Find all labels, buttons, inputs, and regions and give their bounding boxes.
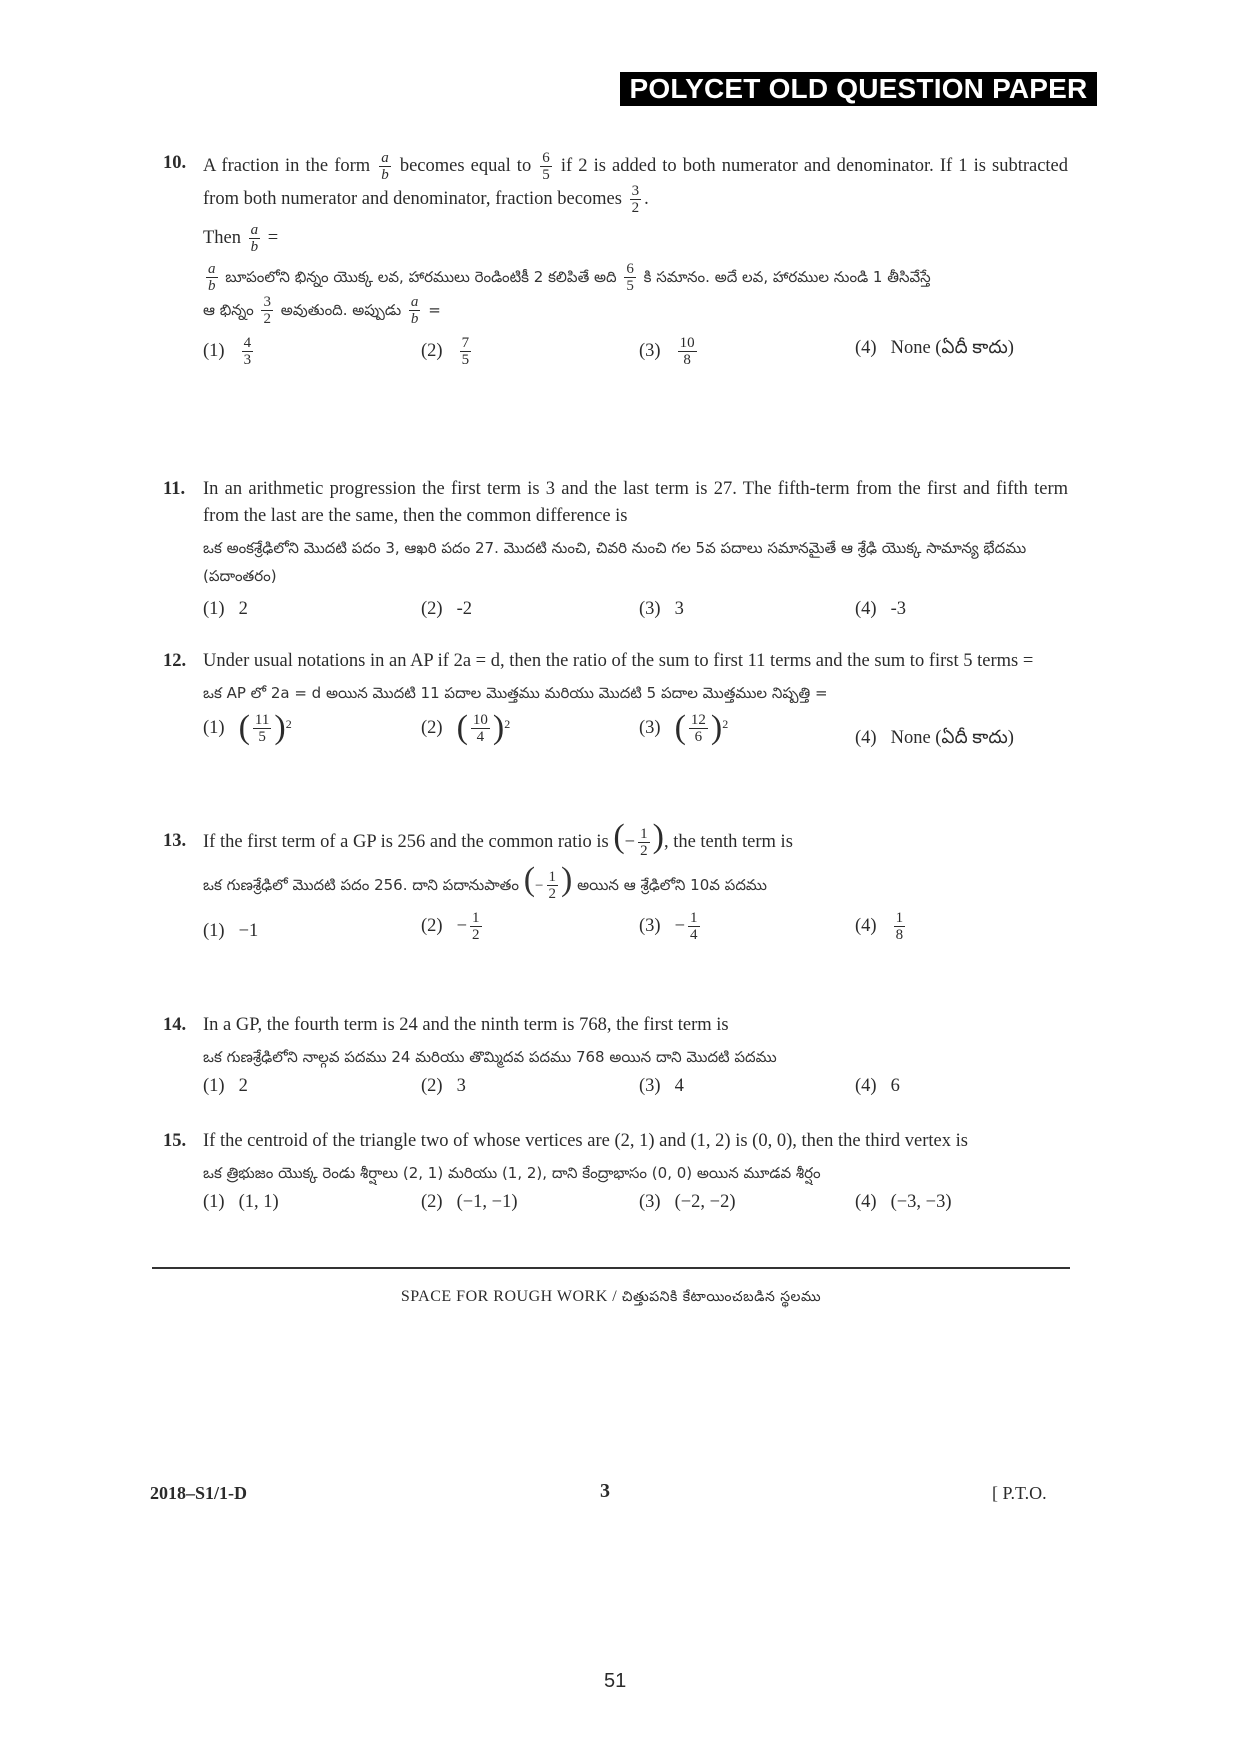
option-4: (4) (−3, −3)	[855, 1192, 952, 1212]
options	[203, 1073, 1068, 1103]
question-text-te: $\frac{a}{b}$ బూపంలోని భిన్నం యొక్క లవ, హారములు రెండింటికీ 2 కలిపితే అది $\frac{6}{5}$ కి సమానం. అదే లవ, హారముల నుండి 1 తీసివేస్తే ఆ భిన్నం $\frac{3}{2}$ అవుతుంది. అప్పుడు $\frac{a}{b}$ =	[203, 261, 931, 327]
option-1: (1) ( $\frac{11}{5}$ ) 2	[203, 709, 292, 746]
options	[203, 1189, 1068, 1219]
question-number: 10.	[163, 153, 187, 173]
question-15	[163, 1128, 1068, 1219]
option-3: (3) (−2, −2)	[639, 1192, 736, 1212]
question-10	[163, 150, 1068, 379]
paper-code: 2018–S1/1-D	[150, 1483, 248, 1503]
option-4: (4) None (ఏదీ కాదు)	[855, 338, 1014, 358]
option-3: (3) − $\frac{1}{4}$	[639, 910, 698, 944]
question-number: 12.	[163, 651, 187, 671]
option-1: (1) $\frac{4}{3}$	[203, 335, 252, 368]
question-text-en: If the first term of a GP is 256 and the common ratio is (− $\frac{1}{2}$ ), the tenth term is	[203, 818, 793, 860]
option-3: (3) 3	[639, 599, 684, 619]
question-text-te: ఒక అంకశ్రేఢిలోని మొదటి పదం 3, ఆఖరి పదం 27. మొదటి నుంచి, చివరి నుంచి గల 5వ పదాలు సమానమైతే ఆ శ్రేఢి యొక్క సామాన్య భేదము (పదాంతరం)	[203, 539, 1027, 585]
option-1: (1) 2	[203, 599, 248, 619]
question-text-te: ఒక గుణశ్రేఢిలో మొదటి పదం 256. దాని పదానుపాతం (− $\frac{1}{2}$ ) అయిన ఆ శ్రేఢిలోని 10వ పదము	[203, 861, 767, 903]
options	[203, 910, 1068, 954]
pto-label: [ P.T.O.	[992, 1483, 1047, 1503]
question-text-en: In a GP, the fourth term is 24 and the ninth term is 768, the first term is	[203, 1015, 729, 1035]
question-text-te: ఒక AP లో 2a = d అయిన మొదటి 11 పదాల మొత్తము మరియు మొదటి 5 పదాల మొత్తముల నిష్పత్తి =	[203, 684, 828, 702]
option-4: (4) 6	[855, 1076, 900, 1096]
question-14	[163, 1012, 1068, 1103]
option-3: (3) 4	[639, 1076, 684, 1096]
option-2: (2) -2	[421, 599, 472, 619]
option-2: (2) 3	[421, 1076, 466, 1096]
question-number: 15.	[163, 1131, 187, 1151]
divider-line	[152, 1267, 1070, 1269]
question-12	[163, 648, 1068, 765]
option-3: (3) $\frac{10}{8}$	[639, 335, 695, 368]
options	[203, 335, 1068, 379]
option-3: (3) ( $\frac{12}{6}$ ) 2	[639, 709, 729, 746]
option-4: (4) None (ఏదీ కాదు)	[855, 728, 1014, 748]
document-page-number: 51	[604, 1670, 627, 1692]
options	[203, 596, 1068, 626]
paper-title-banner: POLYCET OLD QUESTION PAPER	[620, 72, 1097, 106]
option-2: (2) ( $\frac{10}{4}$ ) 2	[421, 709, 511, 746]
question-text-en: A fraction in the form $\frac{a}{b}$ becomes equal to $\frac{6}{5}$ if 2 is added to both numerator and denominator. If 1 is subtracted from both numerator and denominator, fraction becomes $\frac{3}{2}$ .	[203, 150, 1069, 216]
option-1: (1) −1	[203, 921, 259, 942]
option-4: (4) $\frac{1}{8}$	[855, 910, 904, 944]
fraction: $\frac{6}{5}$	[542, 150, 550, 183]
option-4: (4) -3	[855, 599, 906, 619]
option-2: (2) (−1, −1)	[421, 1192, 518, 1212]
question-text-te: ఒక గుణశ్రేఢిలోని నాల్గవ పదము 24 మరియు తొమ్మిదవ పదము 768 అయిన దాని మొదటి పదము	[203, 1048, 777, 1066]
question-text-en: If the centroid of the triangle two of whose vertices are (2, 1) and (1, 2) is (0, 0), then the third vertex is	[203, 1131, 968, 1151]
question-text-en: In an arithmetic progression the first term is 3 and the last term is 27. The fifth-term from the first and fifth term from the last are the same, then the common difference is	[203, 479, 1068, 526]
question-text-en: Under usual notations in an AP if 2a = d, then the ratio of the sum to first 11 terms and the sum to first 5 terms =	[203, 651, 1034, 671]
question-13	[163, 820, 1068, 954]
question-number: 11.	[163, 479, 186, 499]
question-number: 13.	[163, 831, 187, 851]
sheet-page-number: 3	[600, 1480, 610, 1502]
fraction: $\frac{3}{2}$	[631, 183, 640, 216]
rough-work-label: SPACE FOR ROUGH WORK / చిత్తుపనికి కేటాయించబడిన స్థలము	[400, 1288, 822, 1305]
option-2: (2) − $\frac{1}{2}$	[421, 910, 480, 944]
question-text-en-then: Then $\frac{a}{b}$ =	[203, 222, 279, 255]
question-11	[163, 476, 1068, 626]
options	[203, 711, 1068, 765]
option-1: (1) (1, 1)	[203, 1192, 279, 1212]
question-number: 14.	[163, 1015, 187, 1035]
fraction: $\frac{a}{b}$	[381, 150, 389, 183]
option-2: (2) $\frac{7}{5}$	[421, 335, 470, 368]
option-1: (1) 2	[203, 1076, 248, 1096]
question-text-te: ఒక త్రిభుజం యొక్క రెండు శీర్షాలు (2, 1) మరియు (1, 2), దాని కేంద్రాభాసం (0, 0) అయిన మూడవ శీర్షం	[203, 1164, 821, 1182]
